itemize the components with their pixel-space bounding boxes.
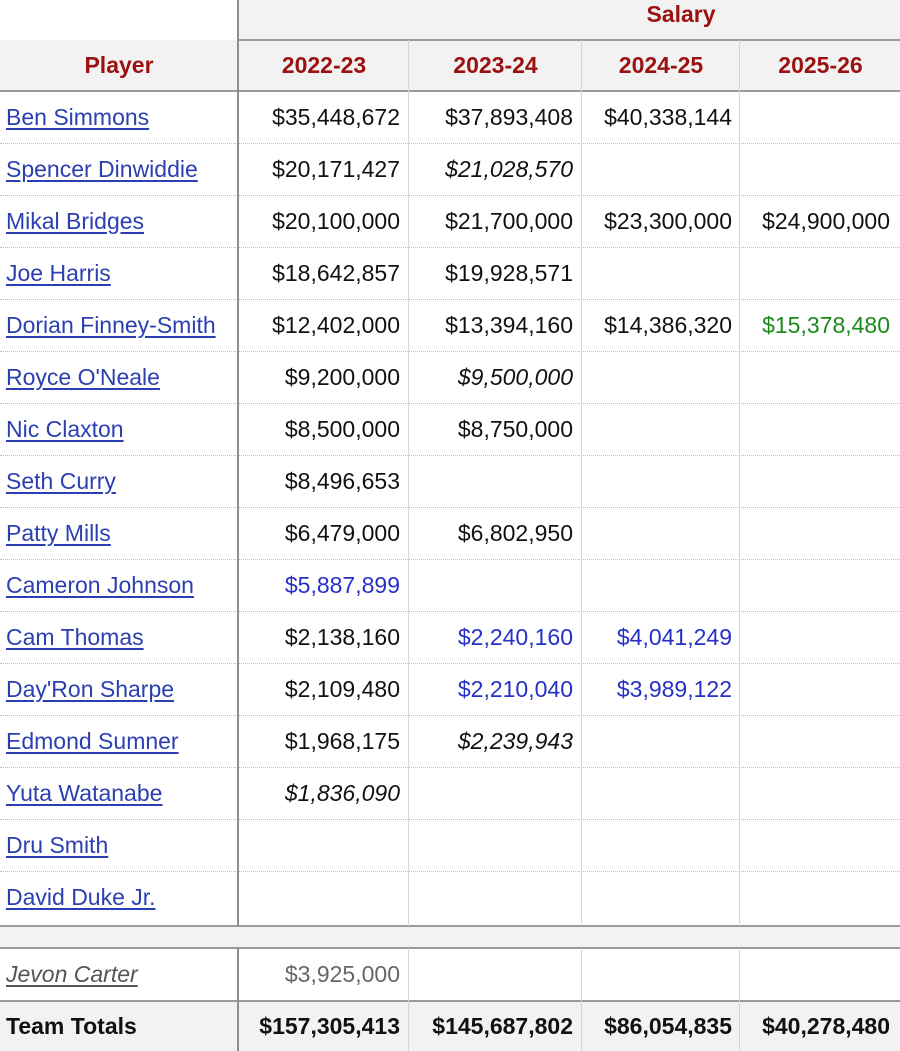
salary-2023-24 xyxy=(410,871,573,923)
column-border xyxy=(581,948,582,1051)
player-link[interactable]: Day'Ron Sharpe xyxy=(6,676,175,702)
row-divider xyxy=(0,819,900,820)
salary-2022-23: $8,496,653 xyxy=(284,468,400,494)
salary-2023-24: $2,239,943 xyxy=(457,728,573,754)
salary-2022-23: $12,402,000 xyxy=(272,312,400,338)
player-link[interactable]: Cameron Johnson xyxy=(6,572,194,598)
player-column-border xyxy=(237,948,239,1051)
table-row xyxy=(0,663,900,715)
header-bottom-border xyxy=(0,90,900,92)
salary-group-header: Salary xyxy=(646,1,716,27)
table-row xyxy=(0,91,900,143)
salary-2022-23: $5,887,899 xyxy=(284,572,400,598)
salary-2025-26 xyxy=(742,143,890,195)
salary-2025-26 xyxy=(742,559,890,611)
salary-2022-23: $1,836,090 xyxy=(284,780,400,806)
row-divider xyxy=(0,247,900,248)
salary-2022-23: $1,968,175 xyxy=(284,728,400,754)
salary-2023-24: $8,750,000 xyxy=(457,416,573,442)
row-divider xyxy=(0,507,900,508)
player-link[interactable]: Royce O'Neale xyxy=(6,364,160,390)
salary-2024-25 xyxy=(583,559,732,611)
salary-2025-26 xyxy=(742,948,890,1000)
salary-2023-24: $13,394,160 xyxy=(445,312,573,338)
col-header-2023-24[interactable]: 2023-24 xyxy=(453,52,538,78)
salary-2025-26 xyxy=(742,663,890,715)
salary-2023-24 xyxy=(410,455,573,507)
column-border xyxy=(739,40,740,926)
salary-2024-25 xyxy=(583,871,732,923)
salary-2024-25 xyxy=(583,767,732,819)
row-divider xyxy=(0,143,900,144)
row-divider xyxy=(0,403,900,404)
row-divider xyxy=(0,559,900,560)
salary-2023-24: $2,210,040 xyxy=(457,676,573,702)
salary-2022-23: $20,100,000 xyxy=(272,208,400,234)
totals-label: Team Totals xyxy=(6,1013,137,1039)
salary-2025-26 xyxy=(742,767,890,819)
salary-2024-25 xyxy=(583,351,732,403)
player-link[interactable]: Spencer Dinwiddie xyxy=(6,156,198,182)
salary-2023-24 xyxy=(410,819,573,871)
player-link[interactable]: Mikal Bridges xyxy=(6,208,145,234)
table-row xyxy=(0,559,900,611)
salary-2023-24: $21,028,570 xyxy=(445,156,573,182)
player-link[interactable]: Dorian Finney-Smith xyxy=(6,312,216,338)
table-row xyxy=(0,195,900,247)
table-row xyxy=(0,767,900,819)
salary-2025-26 xyxy=(742,91,890,143)
total-2022-23: $157,305,413 xyxy=(259,1013,400,1039)
column-border xyxy=(739,948,740,1051)
col-header-player[interactable]: Player xyxy=(84,52,154,78)
salary-2022-23: $20,171,427 xyxy=(272,156,400,182)
salary-2025-26 xyxy=(742,247,890,299)
table-row xyxy=(0,871,900,923)
salary-2024-25 xyxy=(583,455,732,507)
column-border xyxy=(581,40,582,926)
salary-2025-26 xyxy=(742,351,890,403)
salary-2023-24 xyxy=(410,559,573,611)
table-row xyxy=(0,611,900,663)
salary-2024-25: $3,989,122 xyxy=(616,676,732,702)
header-divider xyxy=(238,39,900,41)
salary-2023-24: $19,928,571 xyxy=(445,260,573,286)
row-divider xyxy=(0,663,900,664)
table-row xyxy=(0,819,900,871)
col-header-2024-25[interactable]: 2024-25 xyxy=(618,52,704,78)
salary-2024-25 xyxy=(583,143,732,195)
table-row xyxy=(0,351,900,403)
salary-2023-24: $37,893,408 xyxy=(445,104,573,130)
player-link[interactable]: Ben Simmons xyxy=(6,104,150,130)
salary-2023-24: $21,700,000 xyxy=(445,208,573,234)
salary-2024-25: $4,041,249 xyxy=(616,624,732,650)
section-divider xyxy=(0,925,900,927)
salary-2025-26 xyxy=(742,871,890,923)
table-row xyxy=(0,247,900,299)
salary-2022-23 xyxy=(240,819,400,871)
table-row xyxy=(0,299,900,351)
salary-2022-23: $6,479,000 xyxy=(284,520,400,546)
salary-2022-23: $3,925,000 xyxy=(284,961,400,987)
salary-2022-23: $9,200,000 xyxy=(284,364,400,390)
salary-2022-23: $2,109,480 xyxy=(284,676,400,702)
salary-2024-25 xyxy=(583,715,732,767)
row-divider xyxy=(0,455,900,456)
row-divider xyxy=(0,611,900,612)
salary-2022-23: $8,500,000 xyxy=(284,416,400,442)
section-divider xyxy=(0,947,900,949)
separator-band xyxy=(0,926,900,948)
team-totals-row xyxy=(0,1000,900,1051)
group-header-white xyxy=(0,0,238,40)
player-link[interactable]: Nic Claxton xyxy=(6,416,124,442)
column-border xyxy=(408,948,409,1051)
col-header-2022-23[interactable]: 2022-23 xyxy=(281,52,367,78)
row-divider xyxy=(0,299,900,300)
salary-2022-23: $2,138,160 xyxy=(284,624,400,650)
salary-2024-25 xyxy=(583,507,732,559)
player-link[interactable]: Patty Mills xyxy=(6,520,111,546)
salary-2025-26 xyxy=(742,403,890,455)
col-header-2025-26[interactable]: 2025-26 xyxy=(778,52,863,78)
dead-cap-row xyxy=(0,948,900,1000)
player-link[interactable]: Jevon Carter xyxy=(6,961,138,987)
salary-2024-25: $14,386,320 xyxy=(604,312,732,338)
salary-2025-26: $15,378,480 xyxy=(762,312,890,338)
total-2025-26: $40,278,480 xyxy=(762,1013,890,1039)
player-link[interactable]: Seth Curry xyxy=(6,468,116,494)
salary-2022-23: $35,448,672 xyxy=(272,104,400,130)
salary-2024-25 xyxy=(583,948,732,1000)
total-2024-25: $86,054,835 xyxy=(604,1013,732,1039)
totals-divider xyxy=(0,1000,900,1002)
table-row xyxy=(0,455,900,507)
salary-2025-26 xyxy=(742,611,890,663)
salary-2023-24: $6,802,950 xyxy=(457,520,573,546)
player-link[interactable]: Edmond Sumner xyxy=(6,728,179,754)
salary-2024-25 xyxy=(583,819,732,871)
column-border xyxy=(408,40,409,926)
row-divider xyxy=(0,767,900,768)
salary-2025-26 xyxy=(742,455,890,507)
salary-2023-24: $9,500,000 xyxy=(457,364,573,390)
player-link[interactable]: Yuta Watanabe xyxy=(6,780,163,806)
salary-2023-24 xyxy=(410,948,573,1000)
salary-2024-25: $40,338,144 xyxy=(604,104,732,130)
player-link[interactable]: Dru Smith xyxy=(6,832,109,858)
row-divider xyxy=(0,351,900,352)
row-divider xyxy=(0,195,900,196)
salary-2022-23 xyxy=(240,871,400,923)
total-2023-24: $145,687,802 xyxy=(432,1013,573,1039)
salary-2025-26 xyxy=(742,819,890,871)
salary-2024-25 xyxy=(583,403,732,455)
table-row xyxy=(0,143,900,195)
player-column-border xyxy=(237,0,239,926)
salary-2023-24: $2,240,160 xyxy=(457,624,573,650)
salary-2024-25 xyxy=(583,247,732,299)
row-divider xyxy=(0,871,900,872)
row-divider xyxy=(0,715,900,716)
salary-2025-26 xyxy=(742,715,890,767)
salary-2022-23: $18,642,857 xyxy=(272,260,400,286)
salary-2023-24 xyxy=(410,767,573,819)
salary-2024-25: $23,300,000 xyxy=(604,208,732,234)
table-row xyxy=(0,715,900,767)
player-link[interactable]: David Duke Jr. xyxy=(6,884,156,910)
player-link[interactable]: Cam Thomas xyxy=(6,624,144,650)
salary-2025-26: $24,900,000 xyxy=(762,208,890,234)
player-link[interactable]: Joe Harris xyxy=(6,260,111,286)
table-row xyxy=(0,507,900,559)
salary-2025-26 xyxy=(742,507,890,559)
table-row xyxy=(0,403,900,455)
